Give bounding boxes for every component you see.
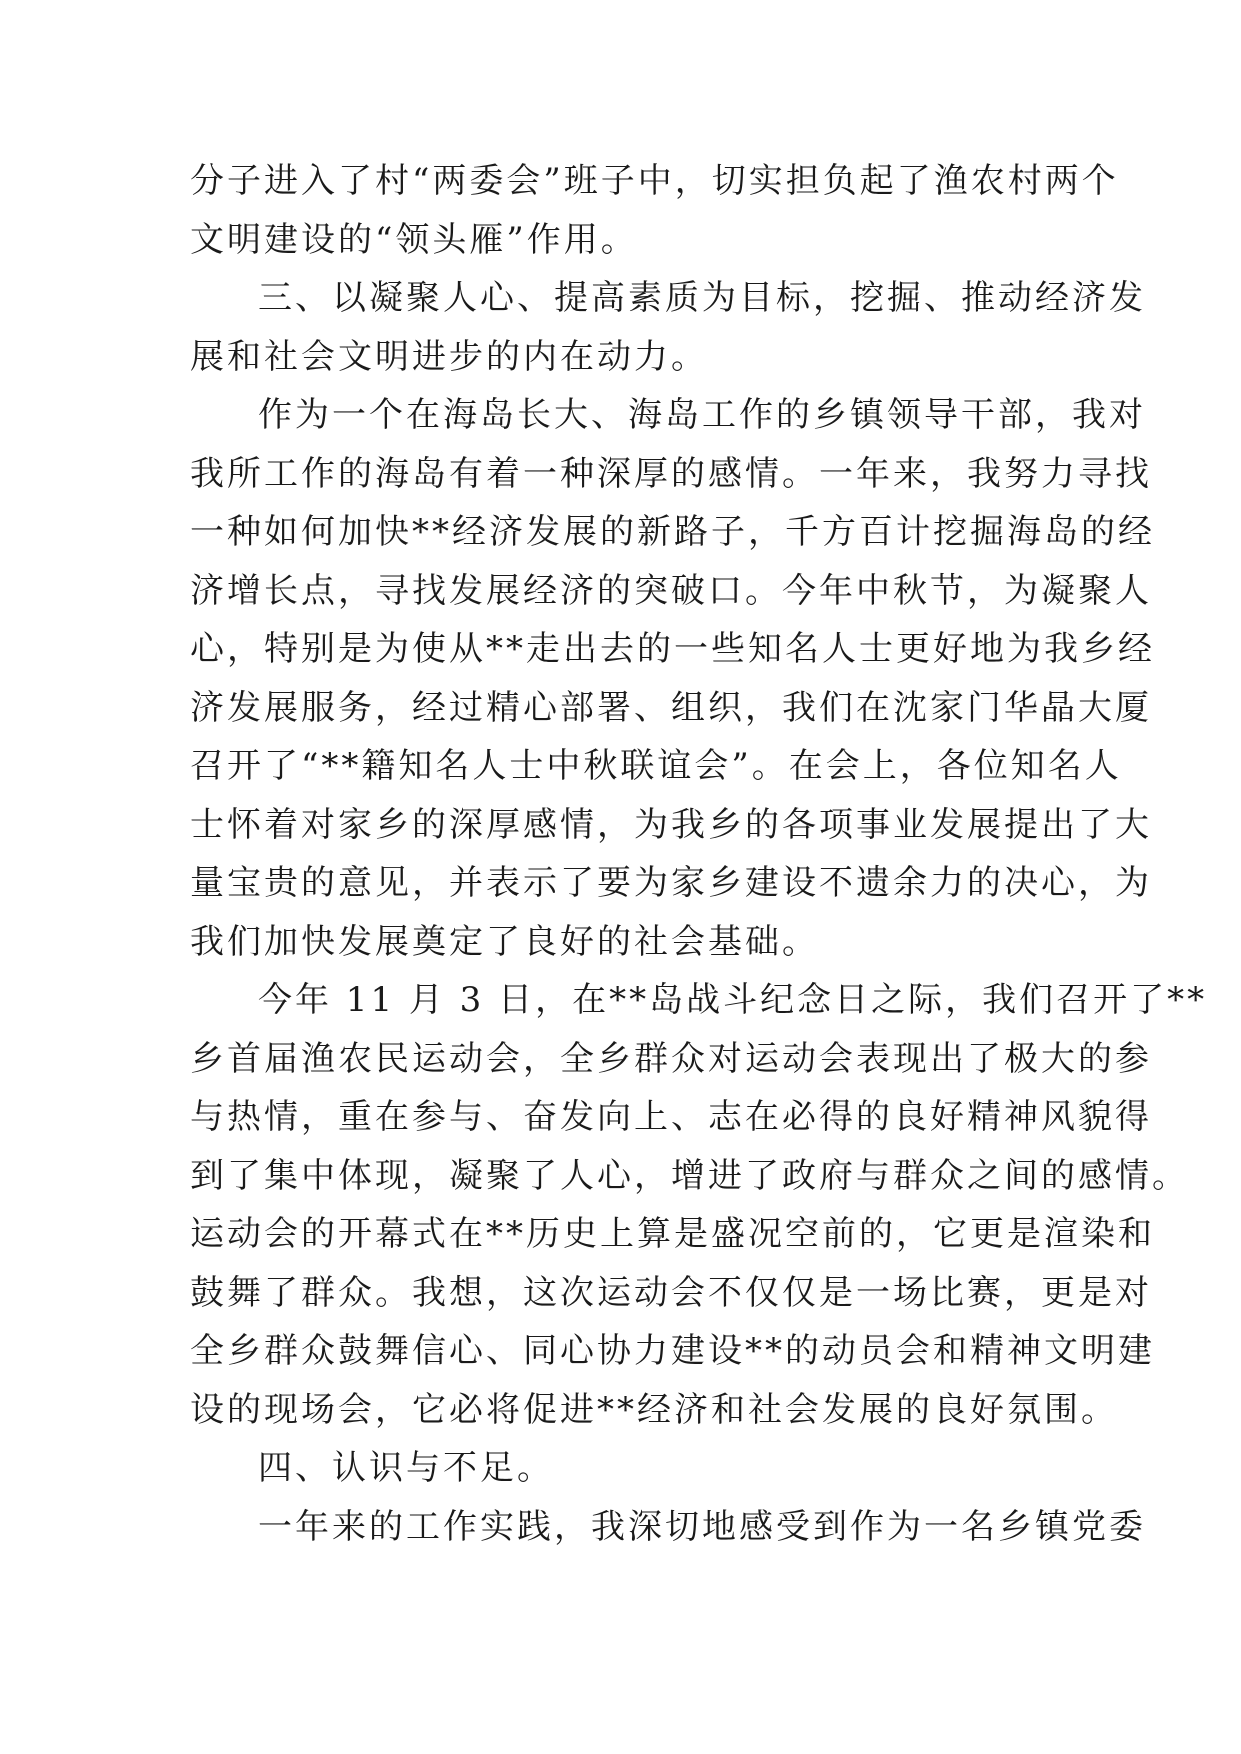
text-line: 文明建设的“领头雁”作用。 — [190, 219, 638, 260]
text-line: 到了集中体现，凝聚了人心，增进了政府与群众之间的感情。 — [190, 1155, 1189, 1196]
text-line: 心，特别是为使从**走出去的一些知名人士更好地为我乡经 — [190, 629, 1155, 669]
text-line: 设的现场会，它必将促进**经济和社会发展的良好氛围。 — [190, 1389, 1118, 1430]
text-line: 召开了“**籍知名人士中秋联谊会”。在会上，各位知名人 — [190, 746, 1122, 786]
text-line: 乡首届渔农民运动会，全乡群众对运动会表现出了极大的参 — [190, 1038, 1152, 1079]
text-line: 量宝贵的意见，并表示了要为家乡建设不遗余力的决心，为 — [190, 863, 1152, 903]
section-heading: 四、认识与不足。 — [258, 1448, 554, 1488]
text-line: 济增长点，寻找发展经济的突破口。今年中秋节，为凝聚人 — [190, 570, 1152, 611]
text-line: 作为一个在海岛长大、海岛工作的乡镇领导干部，我对 — [258, 395, 1146, 435]
text-line: 我们加快发展奠定了良好的社会基础。 — [190, 921, 819, 962]
text-line: 今年 11 月 3 日，在**岛战斗纪念日之际，我们召开了** — [258, 980, 1208, 1020]
section-heading: 三、以凝聚人心、提高素质为目标，挖掘、推动经济发 — [258, 278, 1146, 318]
text-line: 一年来的工作实践，我深切地感受到作为一名乡镇党委 — [258, 1506, 1146, 1547]
text-line: 鼓舞了群众。我想，这次运动会不仅仅是一场比赛，更是对 — [190, 1272, 1152, 1313]
text-line: 济发展服务，经过精心部署、组织，我们在沈家门华晶大厦 — [190, 687, 1152, 728]
text-line: 分子进入了村“两委会”班子中，切实担负起了渔农村两个 — [190, 161, 1119, 201]
document-body — [190, 152, 1208, 1556]
text-line: 全乡群众鼓舞信心、同心协力建设**的动员会和精神文明建 — [190, 1331, 1155, 1371]
section-heading: 展和社会文明进步的内在动力。 — [190, 336, 708, 377]
text-line: 运动会的开幕式在**历史上算是盛况空前的，它更是渲染和 — [190, 1214, 1155, 1254]
text-line: 我所工作的海岛有着一种深厚的感情。一年来，我努力寻找 — [190, 453, 1152, 494]
text-line: 一种如何加快**经济发展的新路子，千方百计挖掘海岛的经 — [190, 512, 1155, 552]
text-line: 与热情，重在参与、奋发向上、志在必得的良好精神风貌得 — [190, 1097, 1152, 1137]
text-line: 士怀着对家乡的深厚感情，为我乡的各项事业发展提出了大 — [190, 804, 1152, 845]
